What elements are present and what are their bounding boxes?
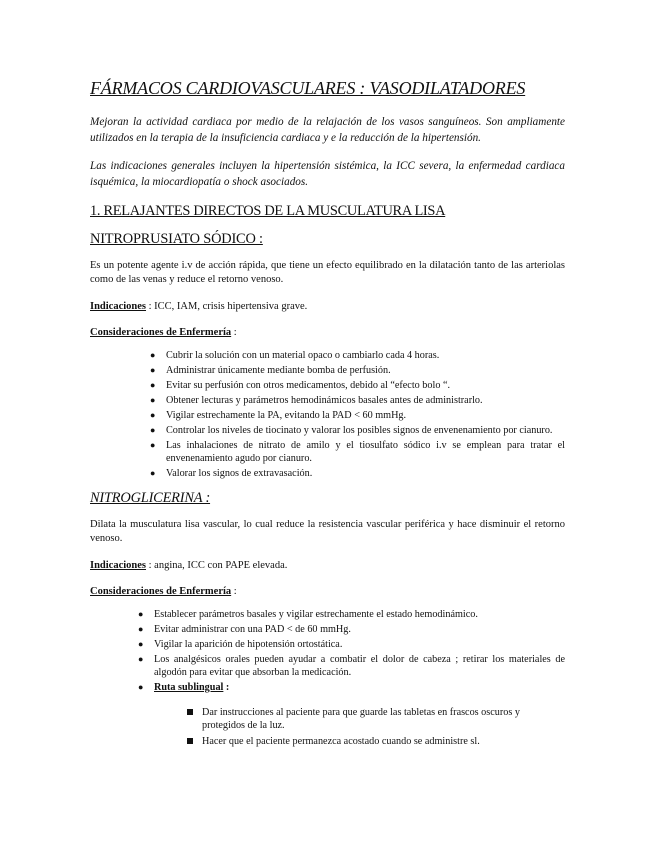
considerations-label: Consideraciones de Enfermería (90, 586, 232, 597)
indications-label: Indicaciones (90, 301, 147, 312)
intro-paragraph-2: Las indicaciones generales incluyen la hipertensión sistémica, la ICC severa, la enfermedad cardiaca isquémica, la miocardiopatía o shock asociados. (90, 160, 565, 188)
considerations-label: Consideraciones de Enfermería (90, 327, 232, 338)
route-sublist (90, 706, 565, 748)
bullet-icon: ● (138, 682, 144, 692)
nitroglicerina-description: Dilata la musculatura lisa vascular, lo cual reduce la resistencia vascular periférica y hace disminuir el retorno venoso. (90, 519, 565, 544)
list-item: ● Las inhalaciones de nitrato de amilo y el tiosulfato sódico i.v se emplean para tratar el envenenamiento agudo por cianuro. (150, 440, 565, 464)
list-item: ● Cubrir la solución con un material opaco o cambiarlo cada 4 horas. (150, 350, 440, 361)
drug-heading-nitroglicerina: NITROGLICERINA : (90, 490, 211, 506)
route-label: Ruta sublingual (154, 682, 224, 693)
nitroglicerina-indications (90, 560, 565, 571)
list-item: ● Establecer parámetros basales y vigilar estrechamente el estado hemodinámico. (138, 609, 478, 620)
bullet-icon: ● (150, 440, 156, 450)
considerations-suffix: : (231, 327, 237, 338)
square-bullet-icon (187, 709, 193, 715)
route-suffix: : (223, 682, 230, 693)
considerations-suffix: : (231, 586, 237, 597)
nitroprusiato-description: Es un potente agente i.v de acción rápida, que tiene un efecto equilibrado en la dilatación tanto de las arteriolas como de las venas y reduce el retorno venoso. (90, 260, 565, 285)
list-item: ● Controlar los niveles de tiocinato y valorar los posibles signos de envenenamiento por cianuro. (150, 425, 553, 436)
list-item-route (136, 681, 565, 694)
drug-heading-nitroprusiato: NITROPRUSIATO SÓDICO : (90, 231, 263, 247)
list-item: Hacer que el paciente permanezca acostado cuando se administre sl. (186, 735, 542, 748)
bullet-icon: ● (138, 654, 144, 664)
bullet-icon: ● (138, 624, 144, 634)
nitroglicerina-considerations (90, 586, 565, 597)
indications-text: : ICC, IAM, crisis hipertensiva grave. (146, 301, 308, 312)
intro-paragraph-1: Mejoran la actividad cardiaca por medio de la relajación de los vasos sanguíneos. Son ampliamente utilizados en la terapia de la insuficiencia cardiaca y e la reducción de la hipertensión. (90, 116, 565, 144)
section-heading: 1. RELAJANTES DIRECTOS DE LA MUSCULATURA LISA (90, 203, 446, 219)
bullet-icon: ● (150, 410, 156, 420)
square-bullet-icon (187, 738, 193, 744)
nitroglicerina-bullet-list (90, 608, 565, 694)
indications-label: Indicaciones (90, 560, 147, 571)
indications-text: : angina, ICC con PAPE elevada. (146, 560, 288, 571)
list-item: ● Los analgésicos orales pueden ayudar a combatir el dolor de cabeza ; retirar los materiales de algodón para evitar que absorban la medicación. (138, 654, 565, 678)
bullet-icon: ● (138, 609, 144, 619)
list-item: ● Obtener lecturas y parámetros hemodinámicos basales antes de administrarlo. (150, 395, 483, 406)
document-page (90, 78, 565, 751)
nitroprusiato-bullet-list (90, 349, 565, 480)
bullet-icon: ● (150, 425, 156, 435)
list-item: ● Vigilar la aparición de hipotensión ortostática. (138, 639, 343, 650)
list-item: ● Valorar los signos de extravasación. (150, 468, 313, 479)
bullet-icon: ● (150, 350, 156, 360)
list-item: Dar instrucciones al paciente para que guarde las tabletas en frascos oscuros y protegidos de la luz. (186, 706, 542, 732)
bullet-icon: ● (150, 468, 156, 478)
document-title: FÁRMACOS CARDIOVASCULARES : VASODILATADORES (90, 78, 526, 98)
bullet-icon: ● (150, 395, 156, 405)
bullet-icon: ● (150, 380, 156, 390)
list-item: ● Evitar administrar con una PAD < de 60 mmHg. (138, 624, 351, 635)
bullet-icon: ● (150, 365, 156, 375)
nitroprusiato-indications (90, 301, 565, 312)
list-item: ● Evitar su perfusión con otros medicamentos, debido al “efecto bolo “. (150, 380, 451, 391)
list-item: ● Vigilar estrechamente la PA, evitando la PAD < 60 mmHg. (150, 410, 407, 421)
bullet-icon: ● (138, 639, 144, 649)
list-item: ● Administrar únicamente mediante bomba de perfusión. (150, 365, 391, 376)
nitroprusiato-considerations (90, 327, 565, 338)
